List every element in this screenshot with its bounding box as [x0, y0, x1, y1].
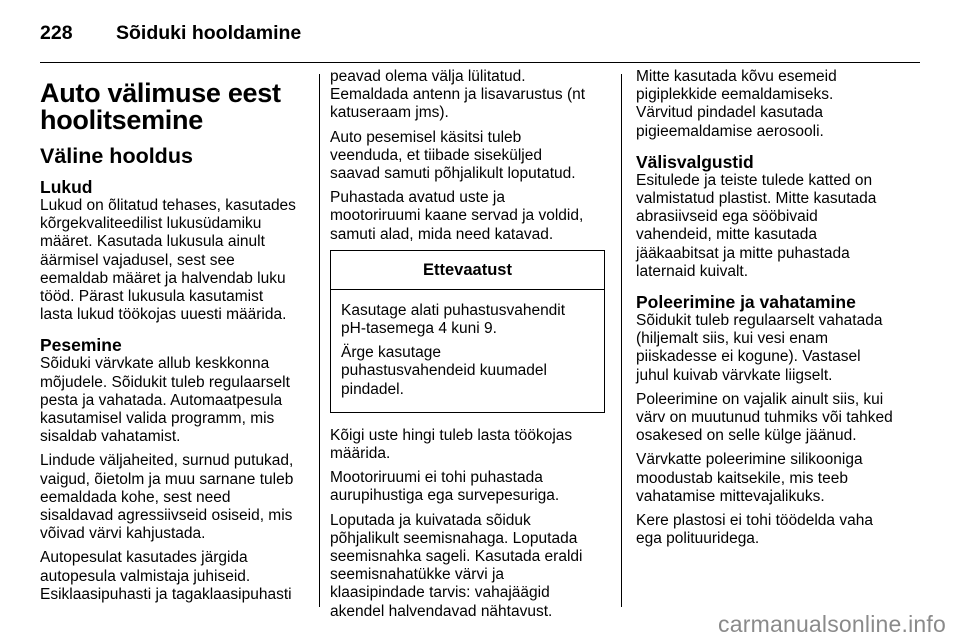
heading-lukud: Lukud	[40, 177, 93, 197]
paragraph-poleerimine-2: Poleerimine on vajalik ainult siis, kui värv on muutunud tuhmiks või tahked osakesed on selle külge jäänud.	[636, 390, 893, 445]
header-divider	[40, 62, 920, 63]
paragraph-lukud: Lukud on õlitatud tehases, kasutades kõrgekvaliteedilist lukusüdamiku määret. Kasutada lukusula ainult äärmisel vajadusel, sest see eemaldab määret ja halvendab luku tööd. Pärast lukusula kasutamist lasta lukud töökojas uuesti määrida.	[40, 197, 296, 324]
warning-paragraph-2: Ärge kasutage puhastusvahendeid kuumadel pindadel.	[341, 344, 547, 398]
paragraph-poleerimine-1: Sõidukit tuleb regulaarselt vahatada (hiljemalt siis, kui vesi enam piiskadesse ei kogune). Vastasel juhul kuivab värvkate liigselt.	[636, 312, 883, 384]
paragraph-valisvalgustid: Esitulede ja teiste tulede katted on valmistatud plastist. Mitte kasutada abrasiivseid ega sööbivaid vahendeid, mitte kasutada jääkaabitsat ja mitte puhastada laternaid kuivalt.	[636, 171, 877, 280]
column-1	[40, 68, 308, 610]
paragraph-pesemine-1: Sõiduki värvkate allub keskkonna mõjudele. Sõidukit tuleb regulaarselt pesta ja vahatada. Automaatpesula kasutamisel valida programm, mis sisaldab vahatamist.	[40, 355, 290, 446]
main-title: Auto välimuse eest hoolitsemine	[40, 78, 281, 135]
heading-pesemine: Pesemine	[40, 335, 122, 356]
paragraph-col2-4: Kõigi uste hingi tuleb lasta töökojas määrida.	[330, 426, 573, 463]
column-3	[636, 68, 908, 554]
watermark: carmanualsonline.info	[718, 611, 946, 637]
paragraph-col2-3: Puhastada avatud uste ja mootoriruumi kaane servad ja voldid, samuti alad, mida need katavad.	[330, 189, 584, 243]
page-header	[40, 20, 301, 46]
paragraph-col2-2: Auto pesemisel käsitsi tuleb veenduda, et tiibade siseküljed saavad samuti põhjalikult loputatud.	[330, 128, 576, 183]
column-divider-1	[319, 74, 320, 607]
paragraph-col3-1: Mitte kasutada kõvu esemeid pigiplekkide eemaldamiseks. Värvitud pindadel kasutada pigieemaldamise aerosooli.	[636, 68, 837, 140]
subtitle: Väline hooldus	[40, 144, 193, 168]
warning-paragraph-1: Kasutage alati puhastusvahendit pH-tasemega 4 kuni 9.	[341, 301, 566, 338]
heading-valisvalgustid: Välisvalgustid	[636, 151, 754, 172]
paragraph-col2-6: Loputada ja kuivatada sõiduk põhjalikult seemisnahaga. Loputada seemisnahka sageli. Kasutada eraldi seemisnahatükke värvi ja klaasipindade tarvis: vahajäägid akendel halvendavad nähtavust.	[330, 511, 583, 620]
paragraph-col2-5: Mootoriruumi ei tohi puhastada aurupihustiga ega survepesuriga.	[330, 469, 560, 505]
page-number: 228	[40, 21, 73, 44]
column-2	[330, 68, 605, 627]
paragraph-poleerimine-3: Värvkatte poleerimine silikooniga moodustab kaitsekile, mis teeb vahatamise mittevajalikuks.	[636, 451, 863, 505]
paragraph-col2-1: peavad olema välja lülitatud. Eemaldada antenn ja lisavarustus (nt katuseraam jms).	[330, 68, 586, 122]
section-title: Sõiduki hooldamine	[116, 21, 302, 44]
paragraph-pesemine-2: Lindude väljaheited, surnud putukad, vaigud, õietolm ja muu sarnane tuleb eemaldada kohe, sest need sisaldavad agressiivseid osiseid, mis võivad värvi kahjustada.	[40, 452, 294, 543]
column-divider-2	[621, 74, 622, 607]
paragraph-poleerimine-4: Kere plastosi ei tohi töödelda vaha ega polituuridega.	[636, 512, 873, 548]
warning-body	[331, 290, 604, 412]
warning-box	[330, 250, 605, 413]
warning-title: Ettevaatust	[331, 251, 604, 290]
heading-poleerimine: Poleerimine ja vahatamine	[636, 292, 856, 313]
paragraph-pesemine-3: Autopesulat kasutades järgida autopesula valmistaja juhiseid. Esiklaasipuhasti ja tagaklaasipuhasti	[40, 549, 292, 603]
